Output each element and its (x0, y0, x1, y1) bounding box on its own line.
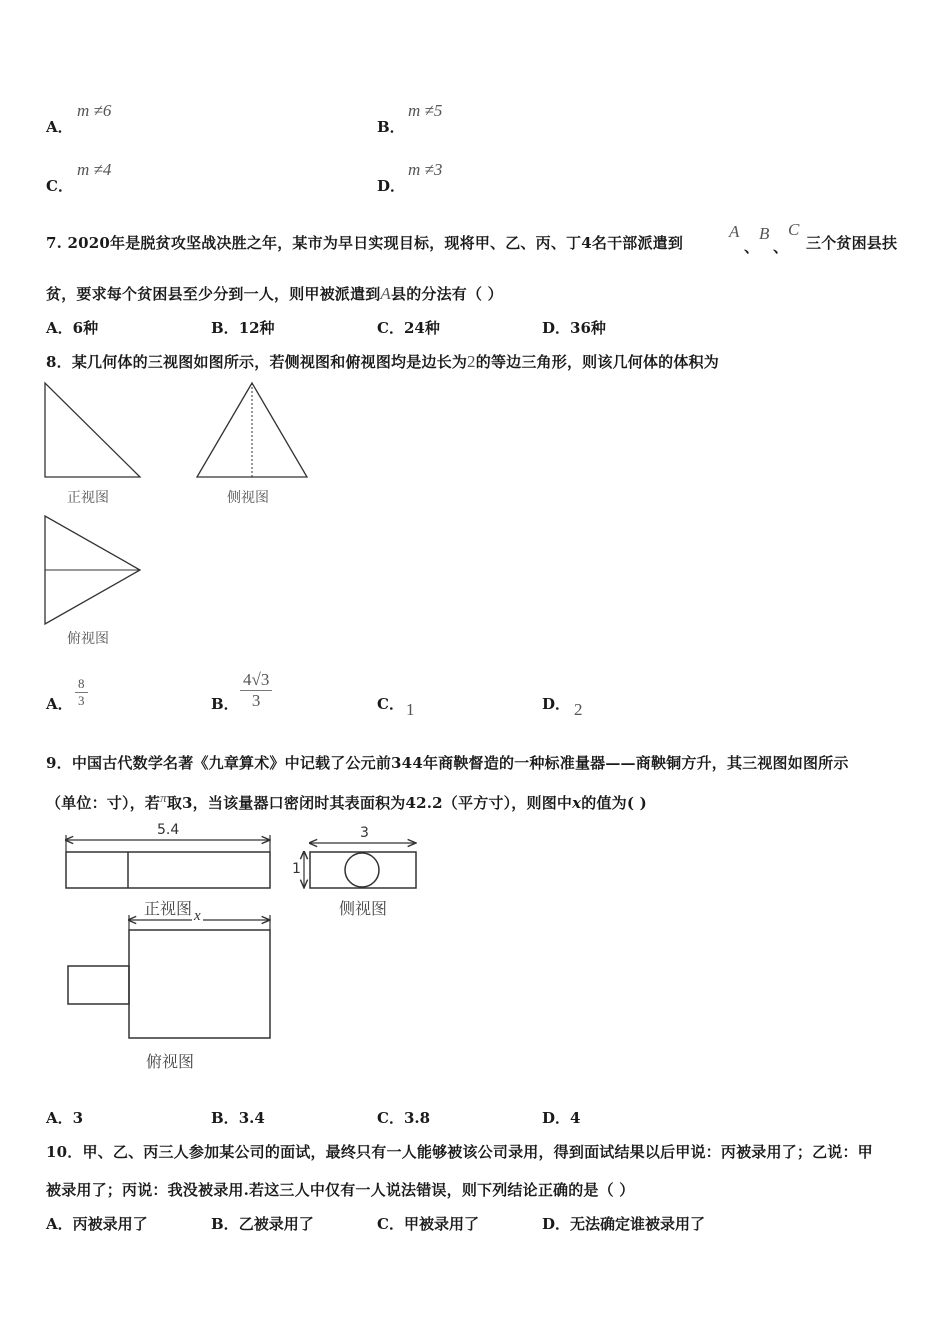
q9-dim-x-label: x (194, 908, 201, 924)
q9-side-view-circle (345, 853, 379, 887)
q7-sep-1: 、 (744, 238, 760, 256)
q6-option-a[interactable]: A． (46, 118, 73, 136)
q7-line2-var: A (380, 284, 391, 303)
q9-pi-symbol: π (160, 790, 167, 805)
q7-var-b: B (759, 224, 770, 243)
q6-option-b[interactable]: B． (377, 118, 405, 136)
q9-top-view-small-rect (68, 966, 129, 1004)
q6-option-d-expr: m ≠3 (408, 160, 443, 179)
q7-var-a: A (729, 222, 740, 241)
q9-front-view-caption: 正视图 (144, 899, 193, 918)
q7-stem-line1-end: 三个贫困县扶 (806, 234, 898, 252)
q8-option-d-value: 2 (574, 700, 583, 719)
q6-option-d[interactable]: D． (377, 177, 406, 195)
q9-front-view-rect (66, 852, 270, 888)
q8-option-a[interactable]: A． (46, 695, 73, 713)
q9-top-view-large-rect (129, 930, 270, 1038)
q6-option-c[interactable]: C． (46, 177, 73, 195)
q8-option-c[interactable]: C． (377, 695, 404, 713)
q8-option-a-fraction: $\frac{8}{3}$ (75, 676, 88, 709)
q8-option-b[interactable]: B． (211, 695, 239, 713)
q10-option-d[interactable]: D．无法确定谁被录用了 (542, 1215, 706, 1233)
q9-side-view-caption: 侧视图 (339, 899, 388, 918)
q9-dim-front-label: 5.4 (157, 822, 180, 838)
q10-stem-line1: 10．甲、乙、丙三人参加某公司的面试，最终只有一人能够被该公司录用，得到面试结果以后甲说：丙被录用了；乙说：甲 (46, 1143, 873, 1161)
q6-option-c-expr: m ≠4 (77, 160, 112, 179)
q8-stem: 8．某几何体的三视图如图所示，若侧视图和俯视图均是边长为2的等边三角形，则该几何体的体积为 (46, 352, 719, 371)
q6-option-a-expr: m ≠6 (77, 101, 112, 120)
q7-stem-line1: 7. 2020年是脱贫攻坚战决胜之年，某市为早日实现目标，现将甲、乙、丙、丁4名干部派遣到 (46, 234, 684, 252)
q9-stem-line1: 9．中国古代数学名著《九章算术》中记载了公元前344年商鞅督造的一种标准量器——商鞅铜方升，其三视图如图所示 (46, 754, 849, 772)
q9-top-view-caption: 俯视图 (146, 1052, 195, 1071)
q7-option-b[interactable]: B．12种 (211, 319, 275, 337)
q7-stem-line2: 贫，要求每个贫困县至少分到一人，则甲被派遣到A县的分法有（ ） (46, 284, 503, 303)
q7-option-a[interactable]: A．6种 (46, 319, 99, 337)
q8-stem-number: 2 (467, 352, 476, 371)
q8-side-view-caption: 侧视图 (227, 490, 269, 506)
q9-dim-side-label: 3 (360, 825, 369, 841)
q9-dim-height-label: 1 (292, 861, 301, 877)
q8-front-view-caption: 正视图 (67, 490, 109, 506)
q9-stem-line2: （单位：寸），若π取3，当该量器口密闭时其表面积为42.2（平方寸），则图中x的值为( ) (46, 790, 647, 812)
q7-option-c[interactable]: C．24种 (377, 319, 440, 337)
q8-option-d[interactable]: D． (542, 695, 571, 713)
q10-option-b[interactable]: B．乙被录用了 (211, 1215, 314, 1233)
q7-sep-2: 、 (773, 238, 789, 256)
q9-x-symbol: x (572, 794, 582, 812)
q10-option-a[interactable]: A．丙被录用了 (46, 1215, 148, 1233)
q8-option-c-value: 1 (406, 700, 415, 719)
q7-option-d[interactable]: D．36种 (542, 319, 606, 337)
q9-option-c[interactable]: C．3.8 (377, 1109, 431, 1127)
q9-option-a[interactable]: A．3 (46, 1109, 84, 1127)
q9-option-b[interactable]: B．3.4 (211, 1109, 265, 1127)
q9-option-d[interactable]: D．4 (542, 1109, 581, 1127)
q8-top-view-caption: 俯视图 (67, 631, 109, 647)
q7-var-c: C (788, 220, 800, 239)
q6-option-b-expr: m ≠5 (408, 101, 443, 120)
q8-option-b-fraction: $\frac{4√3}{3}$ (240, 670, 272, 711)
q10-option-c[interactable]: C．甲被录用了 (377, 1215, 479, 1233)
q9-side-view-rect (310, 852, 416, 888)
q10-stem-line2: 被录用了；丙说：我没被录用.若这三人中仅有一人说法错误，则下列结论正确的是（ ） (46, 1181, 635, 1199)
